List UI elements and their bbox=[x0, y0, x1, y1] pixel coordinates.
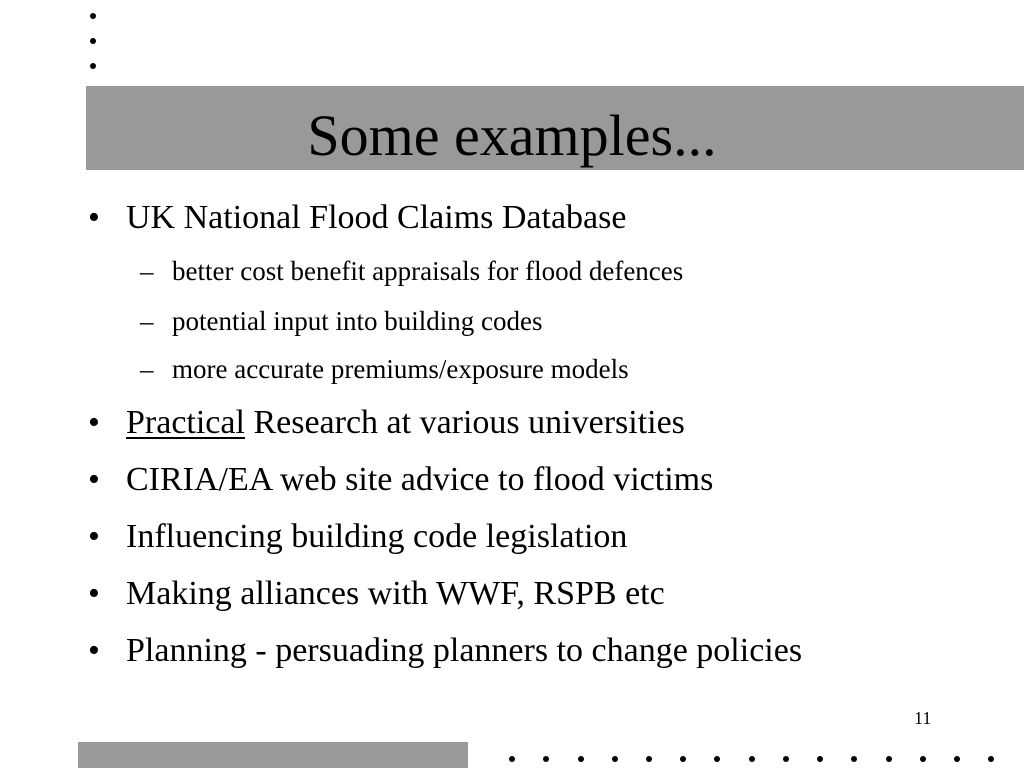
decorative-dot bbox=[783, 756, 789, 762]
decorative-dot bbox=[543, 756, 549, 762]
decorative-dot bbox=[714, 756, 720, 762]
decorative-dot bbox=[851, 756, 857, 762]
decorative-dot bbox=[90, 38, 96, 44]
decorative-dot bbox=[612, 756, 618, 762]
bullet-marker: • bbox=[88, 404, 100, 441]
slide-title-text: Some examples... bbox=[307, 103, 717, 168]
decorative-dot bbox=[817, 756, 823, 762]
decorative-dot bbox=[90, 63, 96, 69]
decorative-dot bbox=[680, 756, 686, 762]
sub-list-item-text: more accurate premiums/exposure models bbox=[172, 354, 629, 384]
decorative-dot bbox=[920, 756, 926, 762]
list-item-text: CIRIA/EA web site advice to flood victims bbox=[126, 461, 714, 498]
bullet-marker: • bbox=[88, 632, 100, 669]
sub-list-item-text: potential input into building codes bbox=[172, 306, 543, 336]
decorative-dot bbox=[646, 756, 652, 762]
list-item-text: Making alliances with WWF, RSPB etc bbox=[126, 575, 665, 612]
decorative-dot bbox=[90, 13, 96, 19]
sub-list-item-text: better cost benefit appraisals for flood defences bbox=[172, 256, 684, 286]
decorative-dot bbox=[509, 756, 515, 762]
page-number: 11 bbox=[914, 708, 932, 728]
bullet-marker: • bbox=[88, 575, 100, 612]
list-item-text: Planning - persuading planners to change policies bbox=[126, 632, 803, 669]
list-item-text bbox=[126, 403, 685, 443]
decorative-dot bbox=[954, 756, 960, 762]
decorative-dot bbox=[988, 756, 994, 762]
decorative-dot bbox=[886, 756, 892, 762]
bullet-marker: • bbox=[88, 518, 100, 555]
footer-band bbox=[78, 742, 468, 768]
decorative-dot bbox=[578, 756, 584, 762]
bullet-marker: • bbox=[88, 199, 100, 236]
list-item-text-rest: Research at various universities bbox=[244, 404, 685, 441]
dash-marker: – bbox=[140, 354, 154, 384]
bullet-marker: • bbox=[88, 461, 100, 498]
list-item-text: Influencing building code legislation bbox=[126, 518, 628, 555]
decorative-dot bbox=[749, 756, 755, 762]
dash-marker: – bbox=[140, 256, 154, 286]
practical-link-text: Practical bbox=[126, 404, 245, 441]
dash-marker: – bbox=[140, 306, 154, 336]
list-item-text: UK National Flood Claims Database bbox=[126, 199, 627, 236]
slide-title bbox=[0, 94, 1024, 178]
